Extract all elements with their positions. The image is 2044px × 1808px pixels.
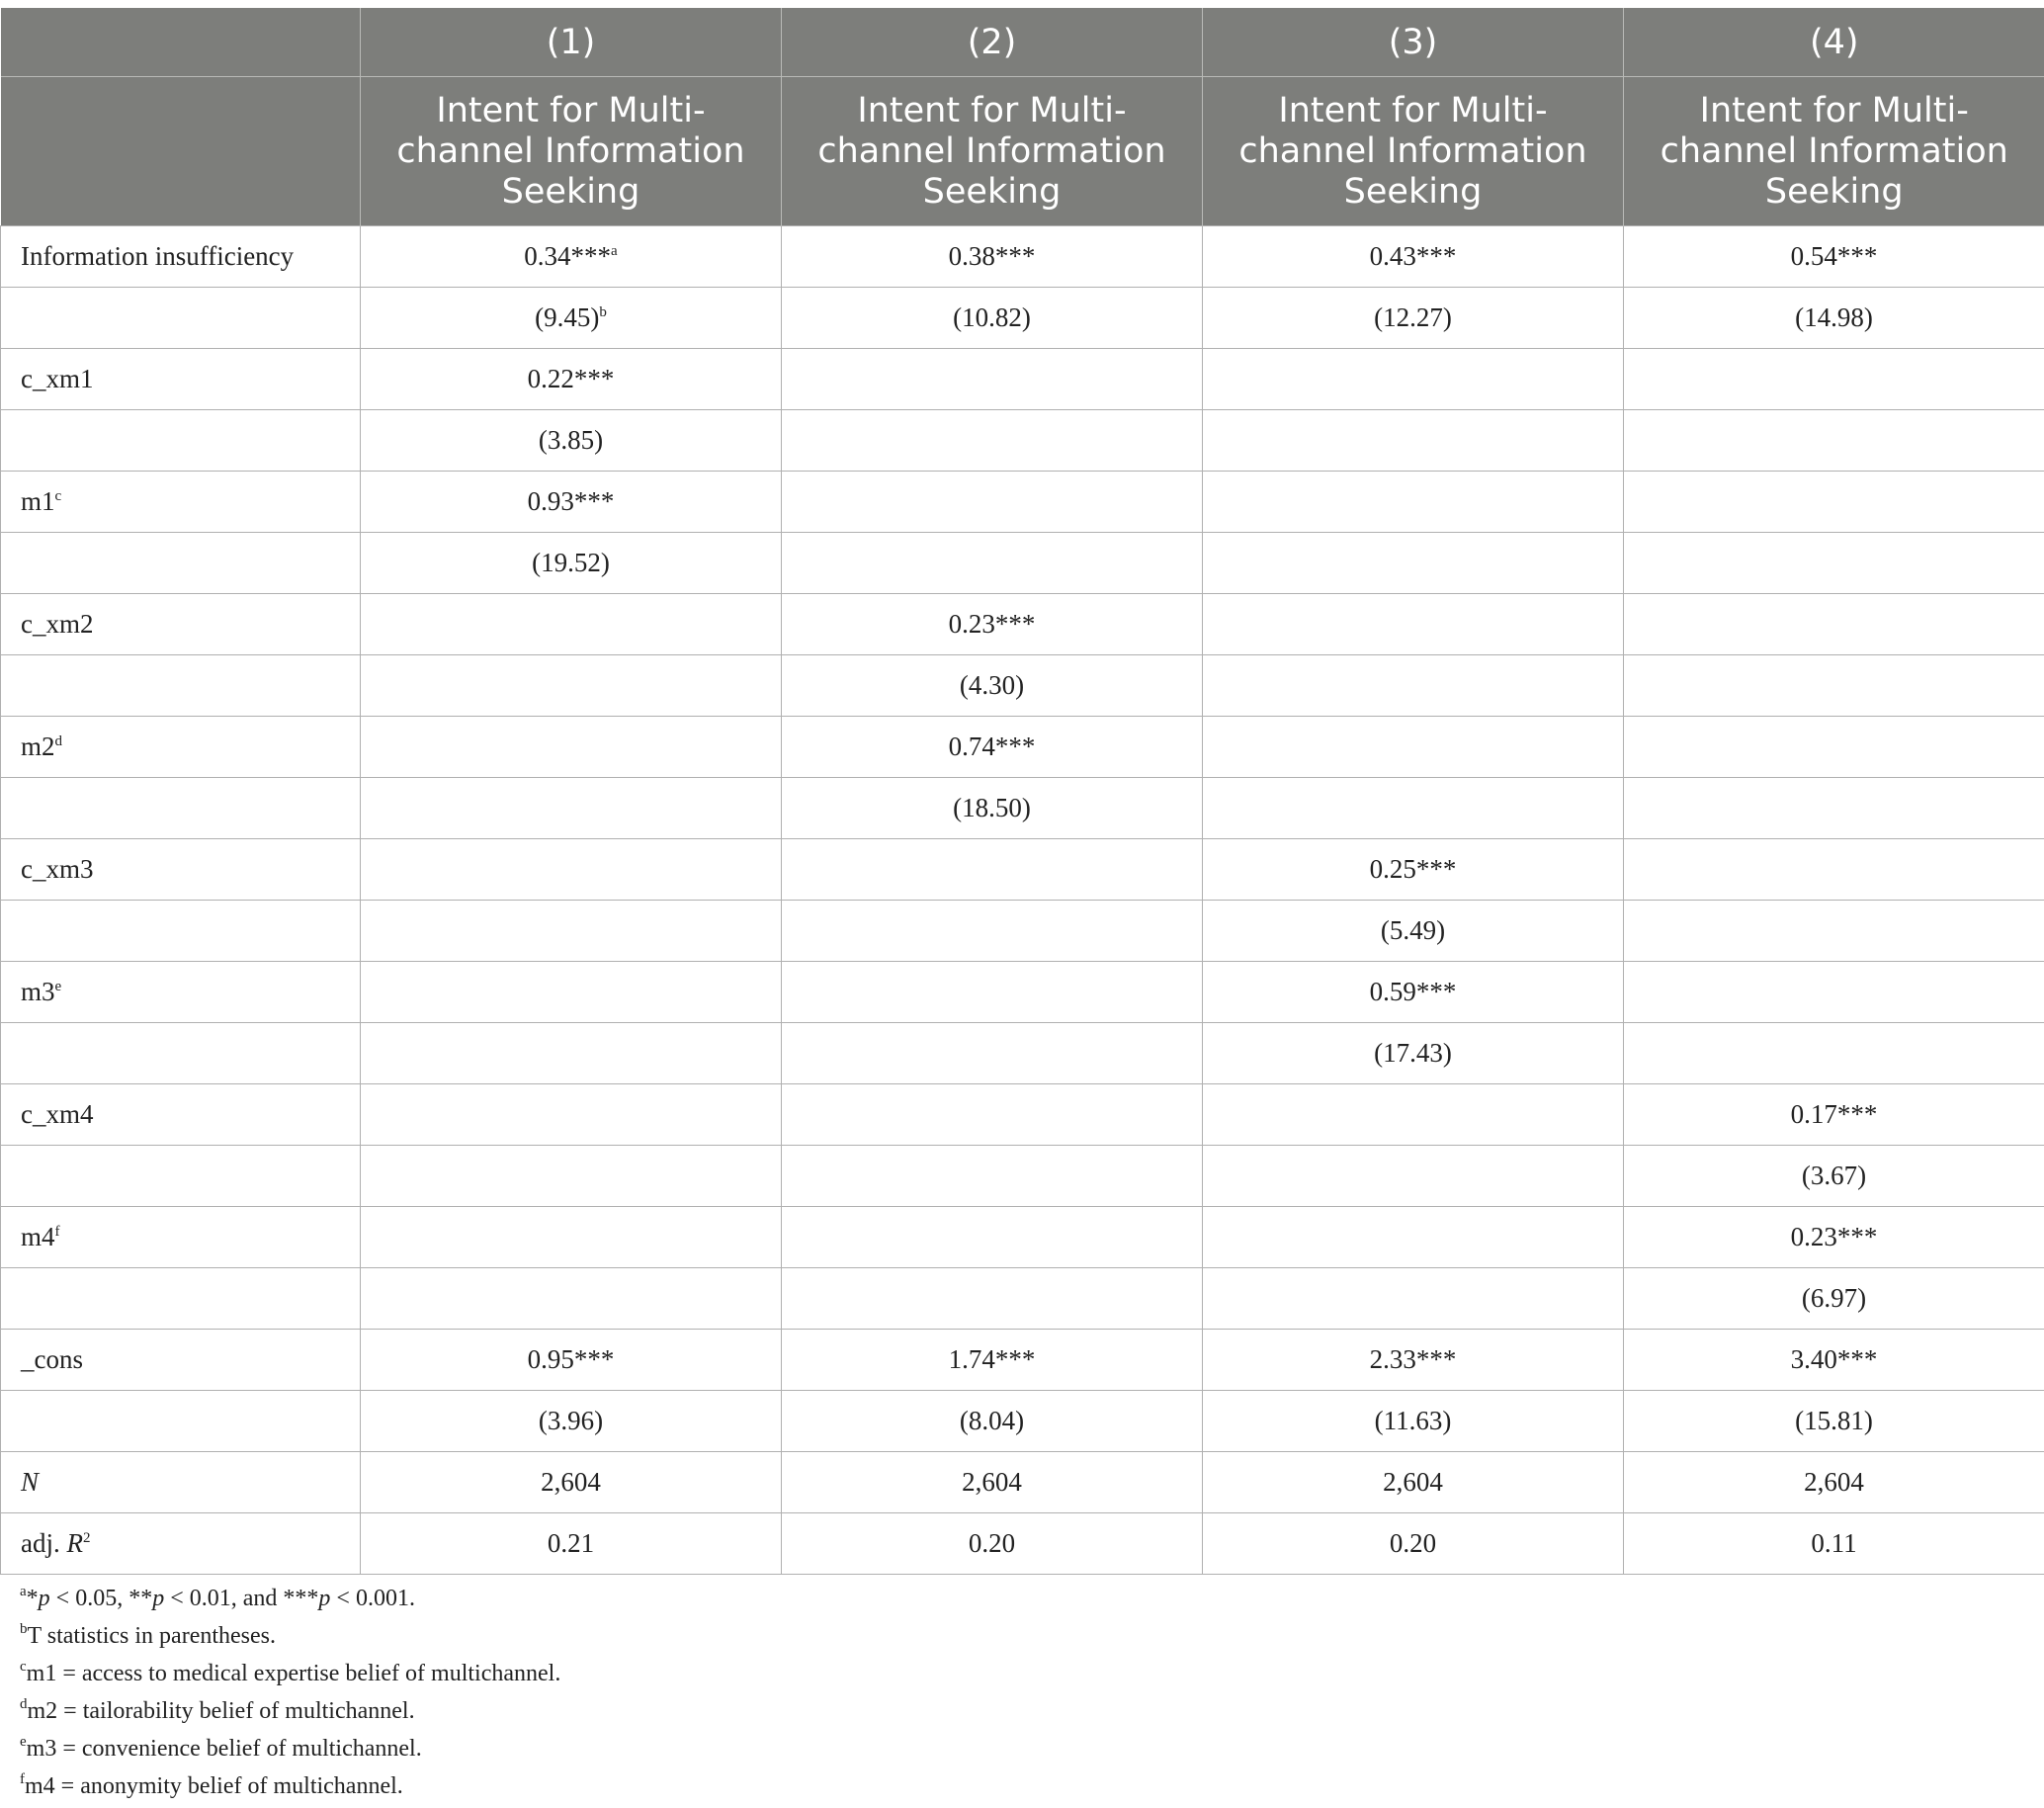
table-cell	[782, 533, 1203, 594]
table-cell: (10.82)	[782, 288, 1203, 349]
table-cell: (3.96)	[361, 1391, 782, 1452]
row-label: m4$^f$	[1, 1207, 361, 1268]
table-cell	[361, 901, 782, 962]
table-cell	[1624, 1023, 2044, 1084]
table-cell	[361, 778, 782, 839]
table-row	[1, 1330, 2044, 1391]
row-label: c_xm2	[1, 594, 361, 655]
header-col-title: Intent for Multi-channel Information Seeking	[1624, 77, 2044, 226]
table-cell	[782, 962, 1203, 1023]
table-cell: (14.98)	[1624, 288, 2044, 349]
table-cell: 0.54***	[1624, 226, 2044, 288]
row-label	[1, 533, 361, 594]
header-corner	[1, 8, 361, 77]
row-label	[1, 655, 361, 717]
table-cell	[1203, 1207, 1624, 1268]
table-row	[1, 717, 2044, 778]
table-cell: 0.20	[1203, 1513, 1624, 1575]
table-cell: 0.22***	[361, 349, 782, 410]
table-cell: (18.50)	[782, 778, 1203, 839]
row-label	[1, 778, 361, 839]
table-cell	[782, 1207, 1203, 1268]
header-col-title: Intent for Multi-channel Information Seeking	[782, 77, 1203, 226]
table-body	[1, 226, 2044, 1575]
table-cell: 0.95***	[361, 1330, 782, 1391]
table-cell	[1203, 778, 1624, 839]
table-cell: 0.93***	[361, 472, 782, 533]
table-cell: 0.43***	[1203, 226, 1624, 288]
table-cell	[1624, 839, 2044, 901]
table-row	[1, 410, 2044, 472]
table-row	[1, 778, 2044, 839]
table-cell: 2,604	[1203, 1452, 1624, 1513]
table-row	[1, 226, 2044, 288]
row-label: m3e	[1, 962, 361, 1023]
table-cell: (19.52)	[361, 533, 782, 594]
table-cell: (5.49)	[1203, 901, 1624, 962]
header-col-title: Intent for Multi-channel Information Seeking	[1203, 77, 1624, 226]
table-row	[1, 533, 2044, 594]
table-row	[1, 655, 2044, 717]
table-row	[1, 1268, 2044, 1330]
table-cell: 2.33***	[1203, 1330, 1624, 1391]
table-footnotes	[20, 1580, 560, 1805]
table-cell: (11.63)	[1203, 1391, 1624, 1452]
table-cell	[361, 1207, 782, 1268]
table-cell	[361, 717, 782, 778]
table-cell: 2,604	[782, 1452, 1203, 1513]
footnote: $^f$m4 = anonymity belief of multichannel.	[20, 1771, 403, 1799]
table-cell: (12.27)	[1203, 288, 1624, 349]
row-label: m1$^c$	[1, 472, 361, 533]
table-cell	[1203, 594, 1624, 655]
table-cell: (3.67)	[1624, 1146, 2044, 1207]
table-cell	[1203, 1146, 1624, 1207]
table-cell	[782, 1268, 1203, 1330]
table-cell: (4.30)	[782, 655, 1203, 717]
table-cell	[1624, 778, 2044, 839]
table-row	[1, 1452, 2044, 1513]
table-cell	[1624, 901, 2044, 962]
table-cell: 0.34***$^a$	[361, 226, 782, 288]
table-cell	[361, 655, 782, 717]
table-cell	[782, 1084, 1203, 1146]
table-cell: 0.20	[782, 1513, 1203, 1575]
footnote: $^c$m1 = access to medical expertise belief of multichannel.	[20, 1659, 561, 1686]
footnote: $^b$T statistics in parentheses.	[20, 1621, 277, 1649]
table-cell	[1624, 962, 2044, 1023]
table-cell	[1624, 349, 2044, 410]
table-cell	[1624, 410, 2044, 472]
table-cell	[1624, 472, 2044, 533]
table-cell: 2,604	[361, 1452, 782, 1513]
table-cell	[1203, 410, 1624, 472]
table-cell	[782, 1023, 1203, 1084]
table-row	[1, 839, 2044, 901]
table-cell: 0.25***	[1203, 839, 1624, 901]
table-cell	[361, 1023, 782, 1084]
header-row-titles	[1, 77, 2044, 226]
header-col-number: (4)	[1624, 8, 2044, 77]
table-cell: 0.21	[361, 1513, 782, 1575]
header-col-number: (3)	[1203, 8, 1624, 77]
regression-table	[0, 8, 2044, 1575]
table-cell: 0.23***	[782, 594, 1203, 655]
table-cell	[1203, 472, 1624, 533]
footnote: $^a$*p < 0.05, **p < 0.01, and ***p < 0.001.	[20, 1584, 415, 1611]
table-row	[1, 594, 2044, 655]
table-cell	[1203, 1084, 1624, 1146]
table-row	[1, 1023, 2044, 1084]
table-cell	[1624, 655, 2044, 717]
table-cell: 0.59***	[1203, 962, 1624, 1023]
regression-table-container	[0, 8, 2044, 1575]
row-label: c_xm3	[1, 839, 361, 901]
table-cell	[782, 839, 1203, 901]
row-label	[1, 1023, 361, 1084]
table-row	[1, 1146, 2044, 1207]
table-cell	[1624, 533, 2044, 594]
table-cell	[1203, 349, 1624, 410]
table-cell: 0.38***	[782, 226, 1203, 288]
footnote: $^e$m3 = convenience belief of multichannel.	[20, 1734, 422, 1762]
table-header	[1, 8, 2044, 226]
table-row	[1, 962, 2044, 1023]
table-cell	[782, 410, 1203, 472]
table-cell: 2,604	[1624, 1452, 2044, 1513]
row-label: N	[1, 1452, 361, 1513]
table-cell: 1.74***	[782, 1330, 1203, 1391]
table-cell	[361, 1146, 782, 1207]
header-col-number: (1)	[361, 8, 782, 77]
row-label: m2$^d$	[1, 717, 361, 778]
table-cell	[1203, 717, 1624, 778]
table-cell	[361, 1268, 782, 1330]
row-label	[1, 1391, 361, 1452]
table-row	[1, 288, 2044, 349]
table-cell: (8.04)	[782, 1391, 1203, 1452]
table-cell	[361, 1084, 782, 1146]
table-cell: (17.43)	[1203, 1023, 1624, 1084]
table-cell: 0.23***	[1624, 1207, 2044, 1268]
table-cell	[1624, 717, 2044, 778]
row-label	[1, 288, 361, 349]
row-label: adj. $R^2$	[1, 1513, 361, 1575]
table-cell: 3.40***	[1624, 1330, 2044, 1391]
table-cell	[782, 1146, 1203, 1207]
table-cell: 0.74***	[782, 717, 1203, 778]
row-label: _cons	[1, 1330, 361, 1391]
table-cell	[361, 839, 782, 901]
table-row	[1, 1391, 2044, 1452]
row-label: c_xm1	[1, 349, 361, 410]
header-row-numbers	[1, 8, 2044, 77]
table-cell	[782, 472, 1203, 533]
table-row	[1, 472, 2044, 533]
row-label	[1, 1268, 361, 1330]
row-label: c_xm4	[1, 1084, 361, 1146]
table-row	[1, 349, 2044, 410]
table-cell: (3.85)	[361, 410, 782, 472]
table-cell	[1203, 533, 1624, 594]
table-cell	[1203, 655, 1624, 717]
header-corner-lower	[1, 77, 361, 226]
table-row	[1, 1207, 2044, 1268]
row-label: Information insufficiency	[1, 226, 361, 288]
table-cell	[361, 962, 782, 1023]
table-cell	[782, 901, 1203, 962]
table-cell	[361, 594, 782, 655]
footnote: $^d$m2 = tailorability belief of multichannel.	[20, 1696, 415, 1724]
header-col-title: Intent for Multi-channel Information Seeking	[361, 77, 782, 226]
table-cell: (6.97)	[1624, 1268, 2044, 1330]
row-label	[1, 410, 361, 472]
row-label	[1, 901, 361, 962]
table-cell	[1203, 1268, 1624, 1330]
table-cell	[1624, 594, 2044, 655]
table-row	[1, 1084, 2044, 1146]
row-label	[1, 1146, 361, 1207]
table-cell: (15.81)	[1624, 1391, 2044, 1452]
table-row	[1, 901, 2044, 962]
table-row	[1, 1513, 2044, 1575]
table-cell	[782, 349, 1203, 410]
table-cell: $(9.45)^b$	[361, 288, 782, 349]
header-col-number: (2)	[782, 8, 1203, 77]
table-cell: 0.17***	[1624, 1084, 2044, 1146]
table-cell: 0.11	[1624, 1513, 2044, 1575]
